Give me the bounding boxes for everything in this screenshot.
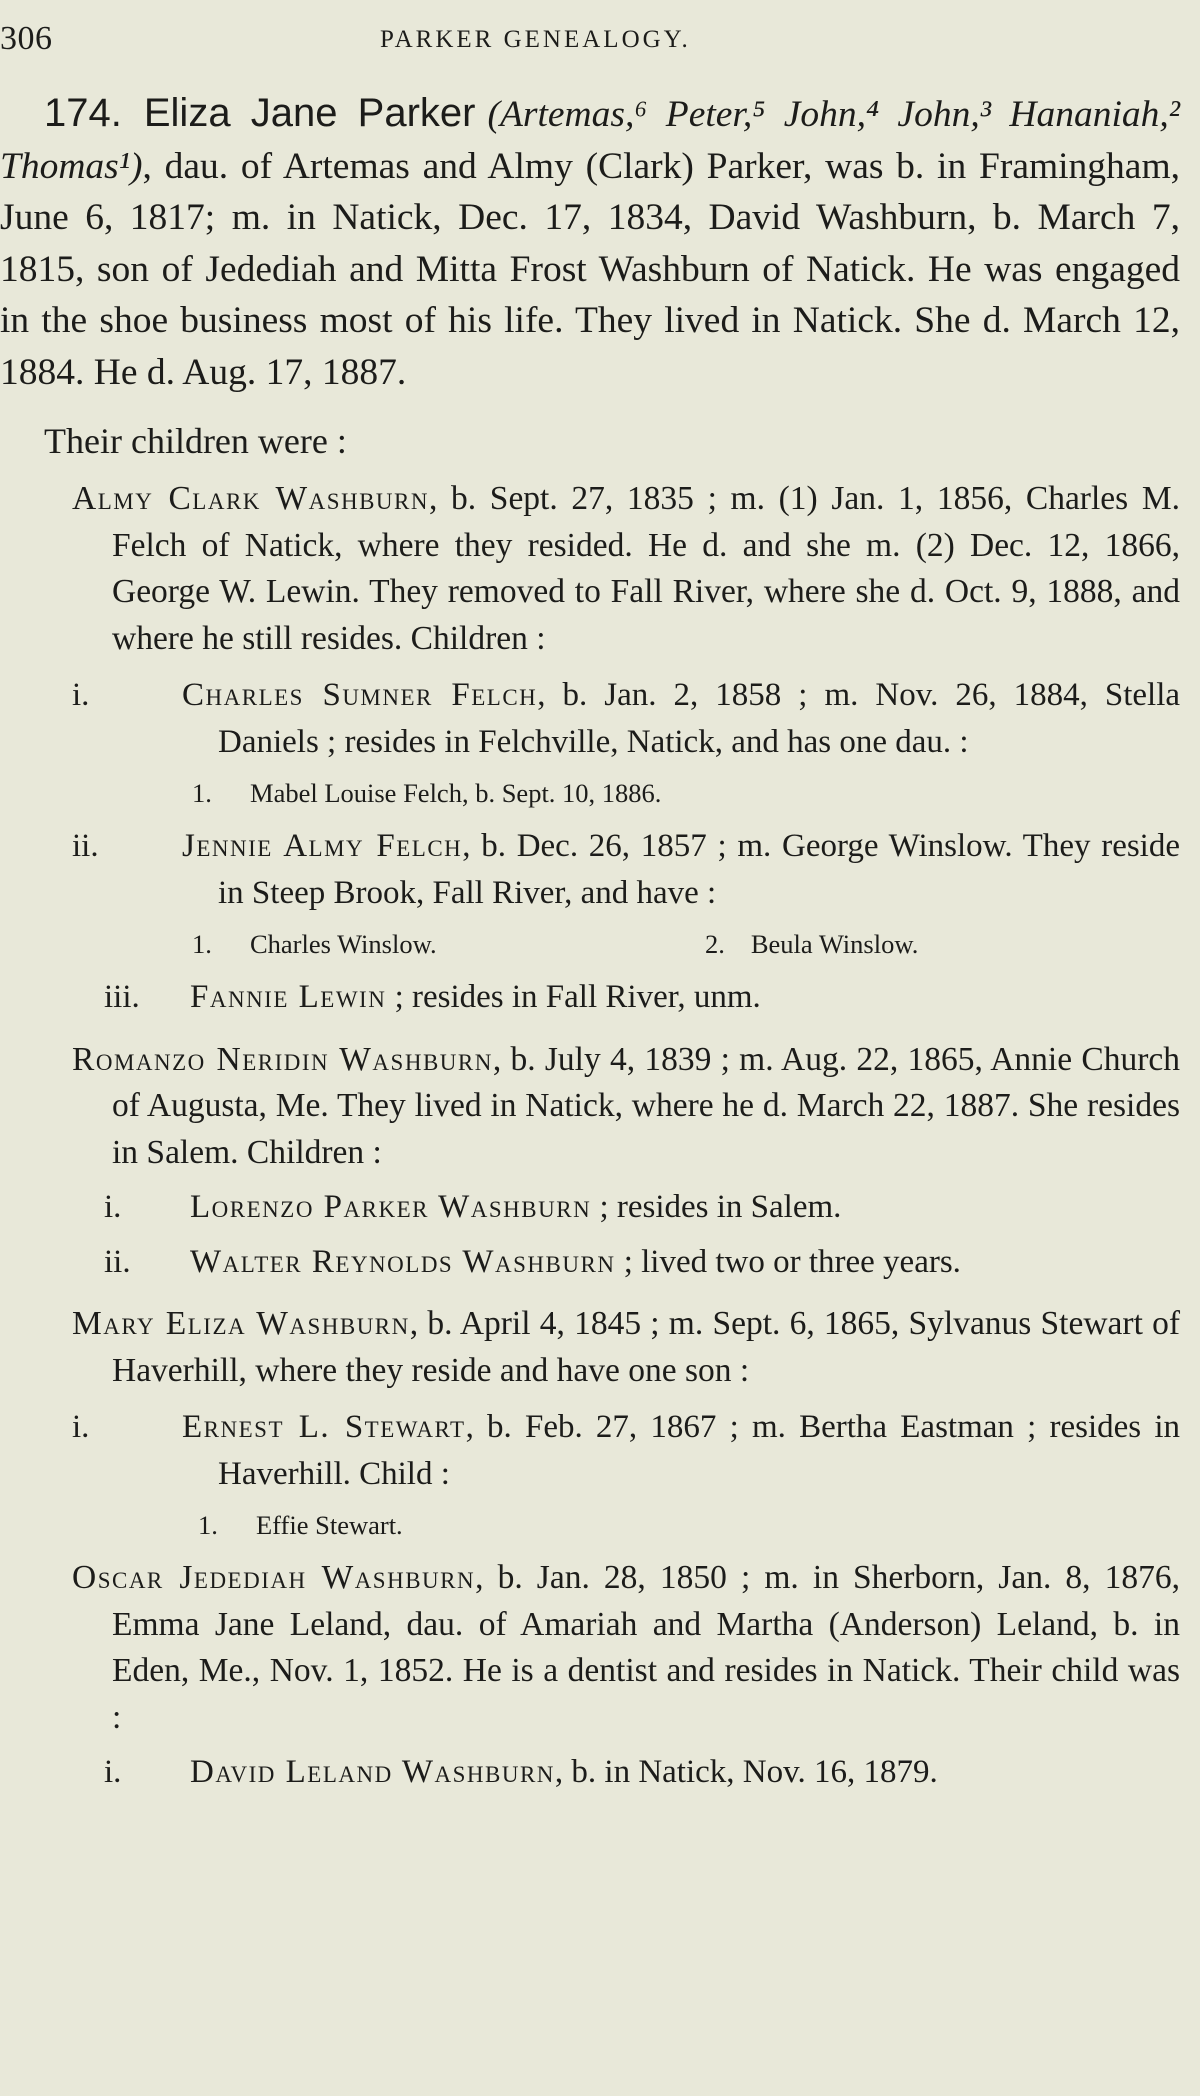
child-entry [0,1555,1180,1741]
grandchild-number: i. [104,1754,122,1790]
grandchild-text: ; lived two or three years. [615,1243,961,1280]
page-number: 306 [0,20,53,57]
grandchild-entry: ii. Jennie Almy Felch, b. Dec. 26, 1857 ; m. George Winslow. They reside in Steep Brook, Fall River, and have : [72,828,1180,911]
great-grandchild-entry [0,773,1180,813]
child-name: Romanzo Neridin Washburn [72,1040,493,1078]
entry-name: Eliza Jane Parker [143,91,476,135]
great-grandchild-row [0,924,1180,964]
grandchild-entry [0,974,1180,1021]
grandchild-name: Ernest L. Stewart [182,1409,466,1445]
grandchild-text: , b. in Natick, Nov. 16, 1879. [554,1754,938,1790]
grandchild-name: Jennie Almy Felch [182,828,463,864]
grandchild-entry [0,1184,1180,1231]
grandchild-text: ; resides in Fall River, unm. [386,979,761,1015]
grandchild-name: Fannie Lewin [190,979,387,1015]
child-name: Mary Eliza Washburn [72,1305,410,1342]
entry-lineage: (Artemas,⁶ Peter,⁵ John,⁴ John,³ Hananiah,² Thomas¹) [0,94,1180,187]
great-grandchild-number: 1. [192,929,212,959]
child-name: Almy Clark Washburn [72,480,429,517]
entry-text: , dau. of Artemas and Almy (Clark) Parker, was b. in Framingham, June 6, 1817; m. in Natick, Dec. 17, 1834, David Washburn, b. March 7, 1815, son of Jedediah and Mitta Frost Washburn of Natick. He was engaged in the shoe business most of his life. They lived in Natick. She d. March 12, 1884. He d. Aug. 17, 1887. [0,145,1180,393]
grandchild-entry: i. Ernest L. Stewart, b. Feb. 27, 1867 ; m. Bertha Eastman ; resides in Haverhill. Child : [72,1409,1181,1492]
grandchild-text: , b. Feb. 27, 1867 ; m. Bertha Eastman ; resides in Haverhill. Child : [218,1409,1181,1492]
great-grandchild-text: Charles Winslow. [250,929,437,959]
entry-paragraph [0,88,1180,398]
grandchild-text: , b. Dec. 26, 1857 ; m. George Winslow. They reside in Steep Brook, Fall River, and have : [218,828,1180,911]
child-entry [0,1301,1180,1394]
grandchild-name: Lorenzo Parker Washburn [190,1189,592,1225]
great-grandchild-number: 1. [192,778,212,808]
child-text: , b. April 4, 1845 ; m. Sept. 6, 1865, Sylvanus Stewart of Haverhill, where they reside and have one son : [112,1305,1181,1389]
grandchild-entry [0,1749,1180,1796]
grandchild-text: ; resides in Salem. [591,1189,842,1225]
grandchild-name: Charles Sumner Felch [182,677,538,713]
great-grandchild-text: Beula Winslow. [750,929,919,959]
grandchild-number: ii. [104,1243,131,1280]
child-entry [0,1037,1180,1177]
entry-number: 174. [44,91,122,135]
great-grandchild-entry [0,1505,1180,1545]
child-entry [0,476,1180,662]
grandchild-entry [0,1239,1180,1286]
grandchild-entry: i. Charles Sumner Felch, b. Jan. 2, 1858 ; m. Nov. 26, 1884, Stella Daniels ; resides in Felchville, Natick, and has one dau. : [72,677,1181,760]
grandchild-number: i. [104,1189,122,1225]
great-grandchild-entry [705,924,918,964]
child-text: , b. Sept. 27, 1835 ; m. (1) Jan. 1, 1856, Charles M. Felch of Natick, where they resided. He d. and she m. (2) Dec. 12, 1866, George W. Lewin. They removed to Fall River, where she d. Oct. 9, 1888, and where he still resides. Children : [112,480,1180,657]
grandchild-name: Walter Reynolds Washburn [190,1243,616,1280]
child-name: Oscar Jedediah Washburn [72,1559,476,1596]
grandchild-text: , b. Jan. 2, 1858 ; m. Nov. 26, 1884, Stella Daniels ; resides in Felchville, Natick, and has one dau. : [218,677,1181,760]
child-text: , b. July 4, 1839 ; m. Aug. 22, 1865, Annie Church of Augusta, Me. They lived in Natick, where he d. March 22, 1887. She resides in Salem. Children : [112,1040,1180,1171]
book-title: PARKER GENEALOGY. [380,26,691,53]
great-grandchild-number: 1. [198,1510,218,1540]
great-grandchild-text: Mabel Louise Felch, b. Sept. 10, 1886. [250,778,662,808]
grandchild-name: David Leland Washburn [190,1754,555,1790]
grandchild-number: iii. [104,979,140,1015]
great-grandchild-text: Effie Stewart. [256,1510,403,1540]
child-text: , b. Jan. 28, 1850 ; m. in Sherborn, Jan. 8, 1876, Emma Jane Leland, dau. of Amariah and Martha (Anderson) Leland, b. in Eden, Me., Nov. 1, 1852. He is a dentist and resides in Natick. Their child was : [112,1559,1181,1736]
children-intro: Their children were : [44,421,347,461]
running-head [0,10,1180,58]
great-grandchild-number: 2. [705,929,725,959]
